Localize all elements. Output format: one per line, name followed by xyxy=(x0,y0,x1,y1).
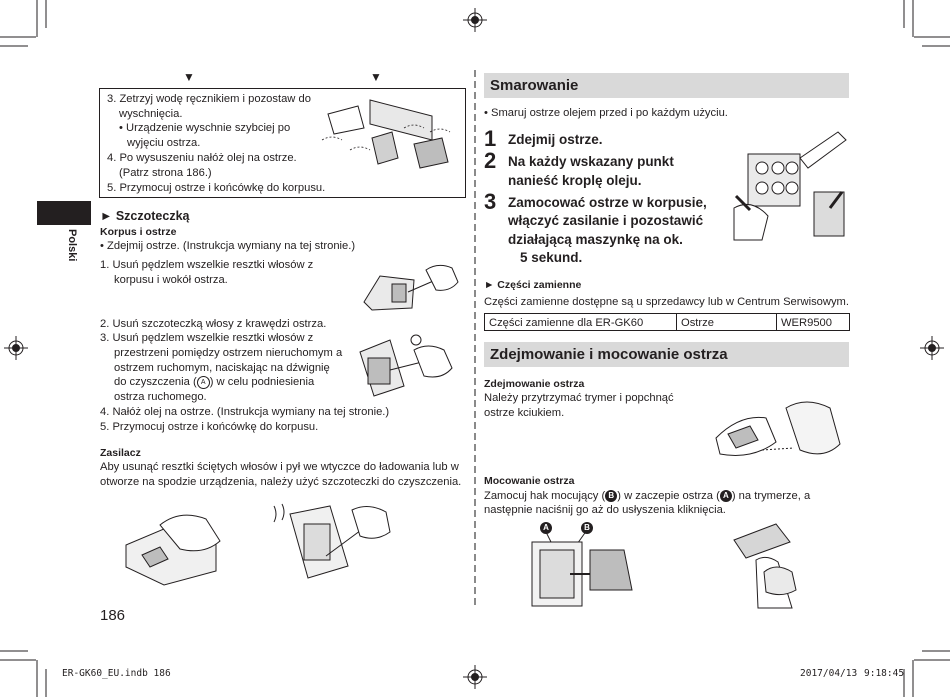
step-1-number: 1 xyxy=(484,126,497,151)
label-a-icon: A xyxy=(720,490,732,502)
box-line-3: • Urządzenie wyschnie szybciej po xyxy=(119,122,291,134)
section-marker-right: ▼ xyxy=(370,70,382,84)
step5: 5. Przymocuj ostrze i końcówkę do korpusu. xyxy=(100,421,319,433)
step4: 4. Nałóż olej na ostrze. (Instrukcja wymiany na tej stronie.) xyxy=(100,406,390,418)
parts-table-cell-1: Części zamienne dla ER-GK60 xyxy=(484,313,677,331)
mount-band xyxy=(484,342,849,367)
attach-line-1c: ) na trymerze, a xyxy=(731,490,811,502)
step-3-line-2: włączyć zasilanie i pozostawić xyxy=(508,213,704,228)
smarowanie-title: Smarowanie xyxy=(490,77,579,94)
step-3-number: 3 xyxy=(484,189,497,214)
label-a-icon: A xyxy=(197,376,210,389)
page-number: 186 xyxy=(100,607,126,624)
zasilacz-line-2: otworze na spodzie urządzenia, należy użyć szczoteczki do czyszczenia. xyxy=(100,476,462,488)
parts-heading: ► Części zamienne xyxy=(484,279,582,291)
step3-line-4 xyxy=(114,375,314,390)
brush-heading: ► Szczoteczką xyxy=(100,209,190,223)
mount-title: Zdejmowanie i mocowanie ostrza xyxy=(490,346,728,363)
step1-line-2: korpusu i wokół ostrza. xyxy=(114,274,228,286)
language-tab xyxy=(37,201,91,225)
step3-line-1: 3. Usuń pędzlem wszelkie resztki włosów z xyxy=(100,332,314,344)
step1-line-1: 1. Usuń pędzlem wszelkie resztki włosów z xyxy=(100,259,314,271)
attach-line-2: następnie naciśnij go aż do usłyszenia kliknięcia. xyxy=(484,504,726,516)
step3-line-2: przestrzeni pomiędzy ostrzem nieruchomym a xyxy=(114,347,343,359)
step3-line-5: ostrza ruchomego. xyxy=(114,391,207,403)
box-line-5: 4. Po wysuszeniu nałóż olej na ostrze. xyxy=(107,152,297,164)
box-line-1: 3. Zetrzyj wodę ręcznikiem i pozostaw do xyxy=(107,93,311,105)
step-2-line-1: Na każdy wskazany punkt xyxy=(508,154,674,169)
device-bottom-cleaning-illustration xyxy=(268,500,398,585)
language-label: Polski xyxy=(66,229,78,262)
step3-line-3: ostrzem ruchomym, naciskając na dźwignię xyxy=(114,362,330,374)
diagram-label-a: A xyxy=(540,522,552,534)
attach-line-1a: Zamocuj hak mocujący ( xyxy=(484,490,606,502)
step-2-line-2: nanieść kroplę oleju. xyxy=(508,173,642,188)
step-2-number: 2 xyxy=(484,148,497,173)
zasilacz-heading: Zasilacz xyxy=(100,447,141,459)
label-b-icon: B xyxy=(605,490,617,502)
oiling-illustration xyxy=(730,128,850,242)
zasilacz-line-1: Aby usunąć resztki ściętych włosów i pył we wtyczce do ładowania lub w xyxy=(100,461,459,473)
attach-heading: Mocowanie ostrza xyxy=(484,475,575,487)
press-blade-illustration xyxy=(716,520,826,608)
remove-heading: Zdejmowanie ostrza xyxy=(484,378,585,390)
box-line-6: (Patrz strona 186.) xyxy=(119,167,212,179)
box-line-2: wyschnięcia. xyxy=(119,108,183,120)
parts-table-cell-2: Ostrze xyxy=(676,313,777,331)
attach-line-1 xyxy=(484,489,810,504)
box-line-4: wyjęciu ostrza. xyxy=(127,137,201,149)
box-line-7: 5. Przymocuj ostrze i końcówkę do korpusu. xyxy=(107,182,326,194)
charger-cleaning-illustration xyxy=(120,505,240,585)
attach-line-1b: ) w zaczepie ostrza ( xyxy=(617,490,720,502)
step3-line-4a: do czyszczenia ( xyxy=(114,376,197,388)
remove-blade-note: • Zdejmij ostrze. (Instrukcja wymiany na tej stronie.) xyxy=(100,240,356,252)
parts-text: Części zamienne dostępne są u sprzedawcy lub w Centrum Serwisowym. xyxy=(484,296,849,308)
diagram-label-b: B xyxy=(581,522,593,534)
korpus-heading: Korpus i ostrze xyxy=(100,226,177,238)
step2: 2. Usuń szczoteczką włosy z krawędzi ostrza. xyxy=(100,318,327,330)
remove-blade-illustration xyxy=(706,394,846,464)
parts-table-cell-3: WER9500 xyxy=(776,313,850,331)
step-3-line-1: Zamocować ostrze w korpusie, xyxy=(508,195,707,210)
remove-line-2: ostrze kciukiem. xyxy=(484,407,565,419)
brush-body-illustration xyxy=(350,258,465,314)
step3-line-4b: ) w celu podniesienia xyxy=(209,376,315,388)
step-3-line-4: 5 sekund. xyxy=(520,250,583,265)
attach-blade-illustration xyxy=(510,530,640,606)
step-1-line-1: Zdejmij ostrze. xyxy=(508,132,603,147)
footer-time: 9:18:45 xyxy=(864,668,905,679)
footer-date: 2017/04/13 xyxy=(800,668,858,679)
brush-blade-illustration xyxy=(350,330,465,404)
drying-illustration xyxy=(320,92,460,174)
footer-file: ER-GK60_EU.indb 186 xyxy=(62,668,171,679)
smarowanie-band xyxy=(484,73,849,98)
section-marker-left: ▼ xyxy=(183,70,195,84)
step-3-line-3: działającą maszynkę na ok. xyxy=(508,232,683,247)
remove-line-1: Należy przytrzymać trymer i popchnąć xyxy=(484,392,674,404)
smarowanie-intro: • Smaruj ostrze olejem przed i po każdym użyciu. xyxy=(484,107,728,119)
